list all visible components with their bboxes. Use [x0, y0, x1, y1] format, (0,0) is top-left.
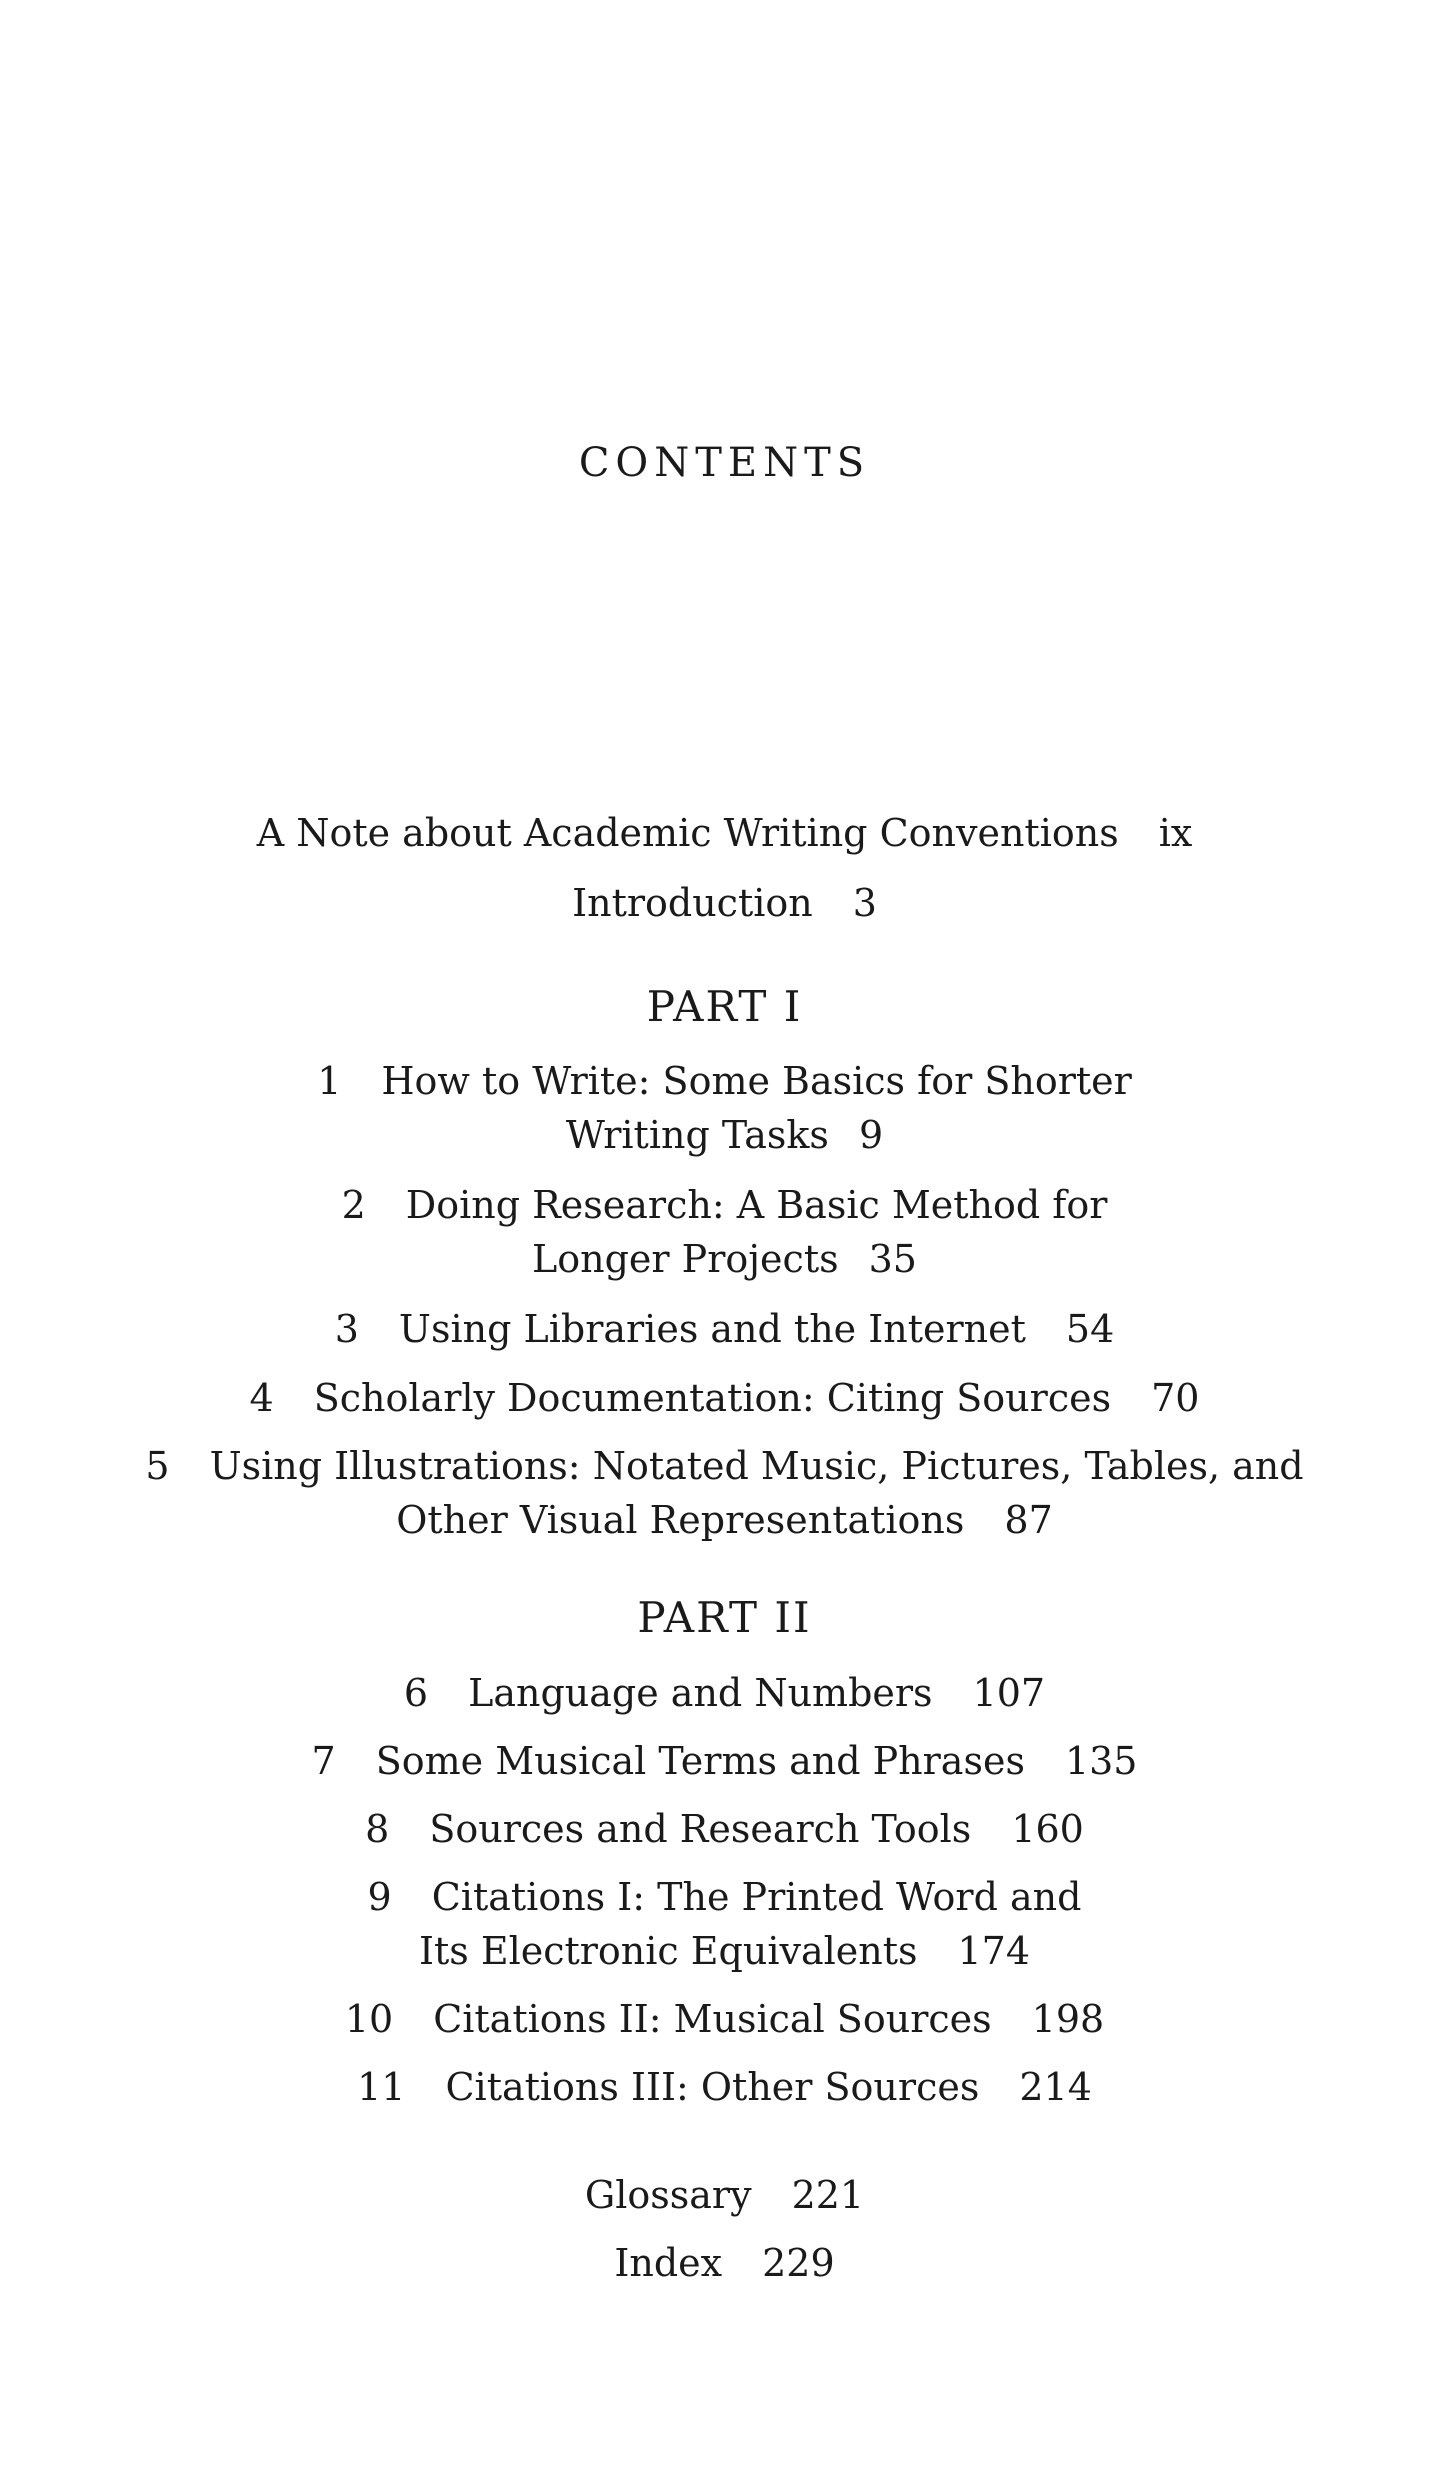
toc-chapter-4 — [0, 1375, 1449, 1421]
chapter-page: 214 — [1019, 2065, 1092, 2109]
chapter-page: 160 — [1011, 1807, 1084, 1851]
chapter-page: 54 — [1065, 1307, 1115, 1351]
chapter-page: 70 — [1151, 1376, 1200, 1420]
entry-label: Index — [614, 2241, 723, 2285]
chapter-number: 10 — [344, 1997, 394, 2041]
entry-page: 229 — [762, 2241, 835, 2285]
chapter-page: 35 — [868, 1237, 917, 1281]
chapter-title: Doing Research: A Basic Method for — [405, 1183, 1108, 1227]
chapter-number: 4 — [249, 1376, 274, 1420]
toc-chapter-6 — [0, 1670, 1449, 1716]
toc-chapter-10 — [0, 1996, 1449, 2042]
toc-chapter-2-cont — [0, 1236, 1449, 1282]
toc-chapter-11 — [0, 2064, 1449, 2110]
toc-chapter-2 — [0, 1182, 1449, 1228]
entry-label: Introduction — [572, 881, 813, 925]
chapter-number: 3 — [334, 1307, 359, 1351]
chapter-number: 11 — [357, 2065, 406, 2109]
entry-page: 3 — [852, 881, 877, 925]
chapter-page: 9 — [858, 1113, 884, 1157]
page-title: CONTENTS — [578, 440, 871, 486]
chapter-page: 174 — [957, 1929, 1031, 1973]
chapter-page: 198 — [1031, 1997, 1105, 2041]
chapter-number: 7 — [311, 1739, 336, 1783]
part-heading-1: PART I — [646, 982, 803, 1031]
chapter-number: 9 — [367, 1875, 392, 1919]
chapter-title-cont: Writing Tasks — [565, 1113, 829, 1157]
chapter-title: Using Libraries and the Internet — [398, 1307, 1026, 1351]
toc-chapter-7 — [0, 1738, 1449, 1784]
toc-entry-introduction — [0, 880, 1449, 926]
chapter-number: 1 — [317, 1059, 342, 1103]
chapter-title-cont: Other Visual Representations — [396, 1498, 965, 1542]
entry-label: A Note about Academic Writing Conventions — [256, 811, 1119, 855]
toc-chapter-5-cont — [0, 1497, 1449, 1543]
chapter-number: 8 — [365, 1807, 390, 1851]
entry-page: 221 — [791, 2173, 865, 2217]
part-heading-2: PART II — [637, 1593, 812, 1642]
chapter-title: Citations I: The Printed Word and — [431, 1875, 1082, 1919]
toc-entry-glossary — [0, 2172, 1449, 2218]
chapter-title-cont: Its Electronic Equivalents — [418, 1929, 918, 1973]
chapter-title: Citations III: Other Sources — [445, 2065, 980, 2109]
toc-chapter-9-cont — [0, 1928, 1449, 1974]
chapter-title: Some Musical Terms and Phrases — [375, 1739, 1025, 1783]
toc-entry-note — [0, 810, 1449, 856]
chapter-number: 5 — [145, 1444, 170, 1488]
chapter-title: Language and Numbers — [468, 1671, 933, 1715]
chapter-title: How to Write: Some Basics for Shorter — [381, 1059, 1132, 1103]
chapter-page: 107 — [972, 1671, 1046, 1715]
chapter-number: 6 — [403, 1671, 429, 1715]
chapter-title-cont: Longer Projects — [532, 1237, 839, 1281]
toc-chapter-1 — [0, 1058, 1449, 1104]
chapter-page: 87 — [1004, 1498, 1053, 1542]
toc-chapter-8 — [0, 1806, 1449, 1852]
chapter-number: 2 — [341, 1183, 366, 1227]
toc-chapter-9 — [0, 1874, 1449, 1920]
chapter-title: Using Illustrations: Notated Music, Pictures, Tables, and — [209, 1444, 1304, 1488]
toc-chapter-1-cont — [0, 1112, 1449, 1158]
chapter-title: Citations II: Musical Sources — [433, 1997, 992, 2041]
chapter-title: Sources and Research Tools — [429, 1807, 972, 1851]
chapter-page: 135 — [1064, 1739, 1138, 1783]
entry-page: ix — [1158, 811, 1193, 855]
entry-label: Glossary — [584, 2173, 752, 2217]
toc-entry-index — [0, 2240, 1449, 2286]
toc-chapter-5 — [0, 1443, 1449, 1489]
toc-chapter-3 — [0, 1306, 1449, 1352]
chapter-title: Scholarly Documentation: Citing Sources — [313, 1376, 1112, 1420]
